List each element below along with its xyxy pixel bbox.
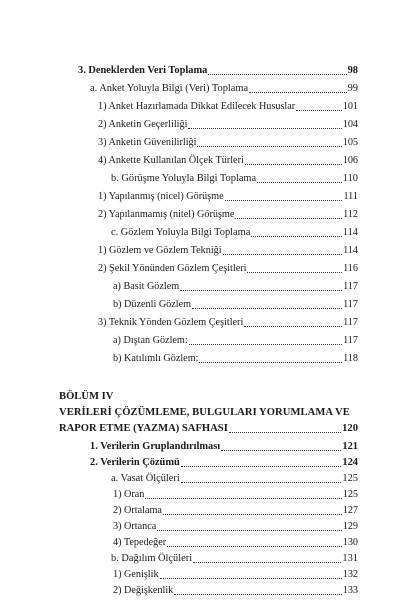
toc-entry-label: 2) Değişkenlik [113,585,174,596]
toc-entry-label: 4) Ankette Kullanılan Ölçek Türleri [98,155,244,166]
toc-entry[interactable] [90,440,358,454]
toc-entry-page: 116 [343,263,358,274]
toc-entry-page: 112 [343,209,358,220]
toc-entry-page: 114 [343,245,358,256]
toc-leader-dots [235,217,342,219]
toc-entry-label: 3) Ortanca [113,521,157,532]
toc-entry-label: 2) Yapılanmamış (nitel) Görüşme [98,209,235,220]
toc-entry-page: 105 [342,137,358,148]
toc-entry-page: 110 [342,173,358,184]
toc-entry-page: 114 [342,227,358,238]
toc-entry[interactable] [113,352,358,366]
toc-leader-dots [296,109,342,111]
toc-entry[interactable] [98,316,358,330]
toc-leader-dots [229,431,341,433]
toc-entry-page: 131 [342,553,358,564]
toc-leader-dots [163,513,342,515]
toc-entry[interactable] [98,208,358,222]
toc-leader-dots [245,163,342,165]
toc-entry-page: 98 [347,65,358,76]
toc-entry-label: 2) Anketin Geçerliliği [98,119,188,130]
toc-entry[interactable] [98,154,358,168]
toc-entry-label: 1) Oran [113,489,145,500]
toc-leader-dots [188,127,341,129]
toc-entry[interactable] [111,226,358,240]
toc-entry-page: 118 [343,353,358,364]
toc-leader-dots [221,449,341,451]
toc-entry-label: 1. Verilerin Gruplandırılması [90,441,221,452]
toc-entry-page: 125 [342,489,358,500]
toc-leader-dots [189,343,342,345]
toc-leader-dots [257,181,342,183]
toc-entry-page: 124 [342,457,358,468]
toc-entry-page: 132 [342,569,358,580]
toc-leader-dots [157,529,341,531]
toc-leader-dots [181,465,342,467]
toc-entry-page: 121 [342,441,358,452]
toc-leader-dots [192,307,342,309]
toc-entry[interactable] [113,520,358,534]
toc-entry[interactable] [98,136,358,150]
toc-entry[interactable] [113,298,358,312]
toc-entry[interactable] [113,488,358,502]
toc-entry-label: 3) Anketin Güvenilirliği [98,137,197,148]
toc-entry[interactable] [98,100,358,114]
toc-entry-page: 117 [343,317,358,328]
chapter-title-line1: VERİLERİ ÇÖZÜMLEME, BULGULARI YORUMLAMA VE [59,407,350,418]
toc-entry[interactable] [113,536,358,550]
toc-entry[interactable] [90,456,358,470]
toc-leader-dots [225,199,343,201]
toc-entry-label: a) Dıştan Gözlem: [113,335,188,346]
toc-leader-dots [223,253,343,255]
toc-leader-dots [251,235,341,237]
toc-entry-label: a. Vasat Ölçüleri [111,473,180,484]
toc-leader-dots [174,593,341,595]
toc-entry-label: 2) Şekil Yönünden Gözlem Çeşitleri [98,263,247,274]
toc-leader-dots [197,145,341,147]
toc-entry[interactable] [98,244,358,258]
toc-leader-dots [247,271,342,273]
toc-entry-page: 101 [342,101,358,112]
toc-entry-page: 106 [342,155,358,166]
toc-entry-label: b) Düzenli Gözlem [113,299,192,310]
toc-entry[interactable] [113,334,358,348]
toc-entry-label: c. Gözlem Yoluyla Bilgi Toplama [111,227,251,238]
toc-entry-page: 111 [343,191,358,202]
toc-leader-dots [181,481,342,483]
toc-entry[interactable] [113,504,358,518]
chapter-title-line2: RAPOR ETME (YAZMA) SAFHASI [59,423,228,434]
toc-entry[interactable] [90,82,358,96]
chapter-title-entry[interactable] [59,422,358,436]
toc-entry[interactable] [111,472,358,486]
toc-entry-label: 2. Verilerin Çözümü [90,457,180,468]
toc-leader-dots [249,91,347,93]
toc-entry-label: 1) Yapılanmış (nicel) Görüşme [98,191,224,202]
toc-entry[interactable] [113,584,358,598]
toc-entry-label: 4) Tepedeğer [113,537,167,548]
toc-entry[interactable] [98,190,358,204]
toc-entry-label: 1) Gözlem ve Gözlem Tekniği [98,245,222,256]
toc-leader-dots [160,577,342,579]
toc-entry-label: b. Görüşme Yoluyla Bilgi Toplama [111,173,257,184]
toc-leader-dots [244,325,342,327]
toc-entry-label: 2) Ortalama [113,505,162,516]
toc-entry-page: 120 [342,423,358,434]
chapter-label: BÖLÜM IV [59,391,114,402]
toc-entry[interactable] [111,172,358,186]
toc-entry-page: 125 [342,473,358,484]
toc-entry[interactable] [111,552,358,566]
toc-entry-label: a. Anket Yoluyla Bilgi (Veri) Toplama [90,83,249,94]
toc-leader-dots [167,545,342,547]
toc-entry-page: 129 [342,521,358,532]
toc-leader-dots [193,561,341,563]
toc-entry-label: 3. Deneklerden Veri Toplama [78,65,208,76]
toc-entry[interactable] [113,280,358,294]
toc-entry-page: 133 [342,585,358,596]
toc-entry[interactable] [113,568,358,582]
toc-entry[interactable] [78,64,358,78]
toc-entry-label: 1) Anket Hazırlamada Dikkat Edilecek Hususlar [98,101,296,112]
toc-entry-label: 1) Genişlik [113,569,159,580]
toc-entry[interactable] [98,262,358,276]
toc-entry-page: 117 [343,335,358,346]
toc-leader-dots [180,289,342,291]
toc-leader-dots [208,73,346,75]
toc-entry-label: a) Basit Gözlem [113,281,180,292]
toc-entry-page: 117 [343,299,358,310]
toc-entry-page: 117 [343,281,358,292]
toc-entry-page: 104 [342,119,358,130]
toc-entry-page: 99 [347,83,358,94]
toc-leader-dots [145,497,341,499]
toc-entry-label: b. Dağılım Ölçüleri [111,553,193,564]
toc-leader-dots [199,361,342,363]
toc-entry-label: 3) Teknik Yönden Gözlem Çeşitleri [98,317,244,328]
toc-entry[interactable] [98,118,358,132]
toc-entry-page: 130 [342,537,358,548]
toc-entry-label: b) Katılımlı Gözlem: [113,353,199,364]
toc-entry-page: 127 [342,505,358,516]
